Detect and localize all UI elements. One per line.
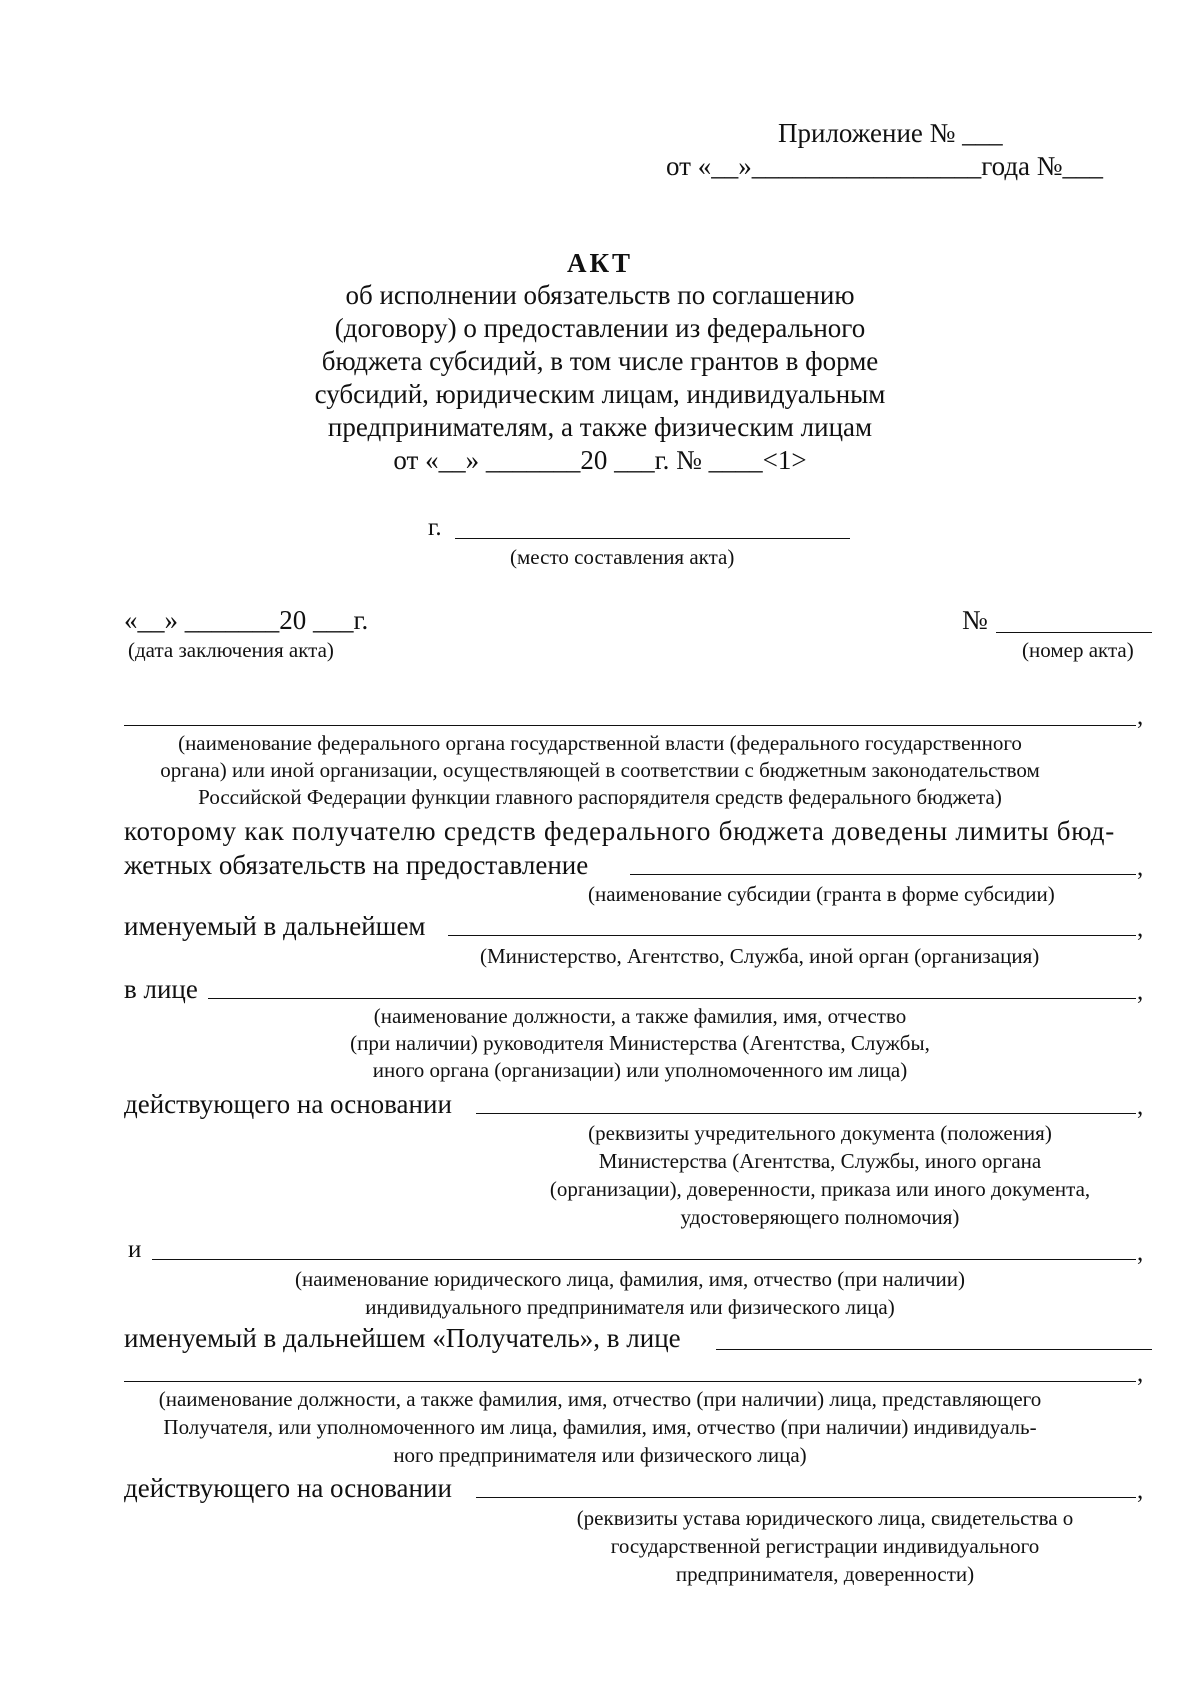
- place-prefix: г.: [428, 514, 442, 541]
- caption-line: (организации), доверенности, приказа или иного документа,: [549, 1177, 1091, 1201]
- basis-label: действующего на основании: [124, 1089, 452, 1119]
- caption-line: Министерства (Агентства, Службы, иного органа: [598, 1149, 1042, 1173]
- subsidy-line: [630, 874, 1136, 875]
- person-label: в лице: [124, 974, 198, 1004]
- caption-line: (при наличии) руководителя Министерства (Агентства, Службы,: [350, 1031, 930, 1055]
- comma: ,: [1137, 1093, 1144, 1120]
- comma: ,: [1137, 703, 1144, 730]
- caption-line: (реквизиты устава юридического лица, свидетельства о: [576, 1506, 1074, 1530]
- basis-caption: [490, 1123, 1150, 1235]
- subsidy-caption: (наименование субсидии (гранта в форме субсидии): [588, 882, 1055, 906]
- limits-text-line1: которому как получателю средств федерального бюджета доведены лимиты бюд-: [124, 816, 1116, 846]
- act-number-line: [996, 632, 1152, 633]
- caption-line: Российской Федерации функции главного распорядителя средств федерального бюджета): [198, 785, 1002, 809]
- annex-date: от «__»_________________года №___: [666, 151, 1104, 181]
- ministry-caption: (Министерство, Агентство, Служба, иной орган (организация): [480, 944, 1040, 968]
- organ-line: [124, 725, 1136, 726]
- subtitle-line: предпринимателям, а также физическим лицам: [327, 412, 873, 442]
- subtitle-line: от «__» _______20 ___г. № ____<1>: [393, 445, 807, 475]
- caption-line: иного органа (организации) или уполномоченного им лица): [372, 1058, 908, 1082]
- caption-line: предпринимателя, доверенности): [675, 1562, 975, 1586]
- subtitle-line: об исполнении обязательств по соглашению: [345, 280, 855, 310]
- rep-caption: [0, 1389, 1200, 1473]
- recipient-line: [152, 1259, 1136, 1260]
- basis-line: [476, 1113, 1136, 1114]
- caption-line: государственной регистрации индивидуального: [610, 1534, 1040, 1558]
- rep-line: [124, 1381, 1136, 1382]
- recipient-caption: [220, 1269, 1040, 1325]
- recipient-person-line: [716, 1349, 1152, 1350]
- document-subtitle: [0, 282, 1200, 480]
- act-date-caption: (дата заключения акта): [128, 638, 334, 662]
- caption-line: (наименование должности, а также фамилия, имя, отчество: [373, 1004, 907, 1028]
- comma: ,: [1137, 978, 1144, 1005]
- caption-line: органа) или иной организации, осуществляющей в соответствии с бюджетным законодательством: [160, 758, 1040, 782]
- named-label: именуемый в дальнейшем: [124, 911, 426, 941]
- act-number-label: №: [962, 605, 988, 635]
- comma: ,: [1137, 915, 1144, 942]
- organ-caption: [0, 733, 1200, 814]
- and-label: и: [128, 1236, 142, 1263]
- recipient-named-label: именуемый в дальнейшем «Получатель», в лице: [124, 1323, 681, 1353]
- caption-line: удостоверяющего полномочия): [680, 1205, 960, 1229]
- annex-number: Приложение № ___: [778, 118, 1003, 148]
- document-title: АКТ: [566, 248, 634, 278]
- recipient-basis-line: [476, 1497, 1136, 1498]
- subtitle-line: субсидий, юридическим лицам, индивидуальным: [314, 379, 886, 409]
- recipient-basis-caption: [510, 1508, 1140, 1592]
- place-caption: (место составления акта): [510, 545, 735, 569]
- act-date: «__» _______20 ___г.: [124, 605, 369, 635]
- comma: ,: [1137, 1360, 1144, 1387]
- caption-line: (наименование юридического лица, фамилия, имя, отчество (при наличии): [294, 1267, 966, 1291]
- subtitle-line: бюджета субсидий, в том числе грантов в форме: [321, 346, 879, 376]
- limits-text-line2: жетных обязательств на предоставление: [124, 850, 589, 880]
- caption-line: (наименование федерального органа государственной власти (федерального государственного: [178, 731, 1022, 755]
- caption-line: Получателя, или уполномоченного им лица, фамилия, имя, отчество (при наличии) индивидуаль-: [163, 1415, 1037, 1439]
- person-caption: [250, 1006, 1030, 1087]
- act-number-caption: (номер акта): [1022, 638, 1134, 662]
- caption-line: (наименование должности, а также фамилия, имя, отчество (при наличии) лица, представляющего: [158, 1387, 1042, 1411]
- recipient-basis-label: действующего на основании: [124, 1473, 452, 1503]
- caption-line: (реквизиты учредительного документа (положения): [588, 1121, 1052, 1145]
- person-line: [208, 998, 1136, 999]
- comma: ,: [1137, 1477, 1144, 1504]
- comma: ,: [1137, 854, 1144, 881]
- subtitle-line: (договору) о предоставлении из федерального: [334, 313, 866, 343]
- ministry-line: [448, 935, 1136, 936]
- comma: ,: [1137, 1239, 1144, 1266]
- caption-line: индивидуального предпринимателя или физического лица): [365, 1295, 895, 1319]
- caption-line: ного предпринимателя или физического лица): [393, 1443, 807, 1467]
- place-line: [455, 538, 850, 539]
